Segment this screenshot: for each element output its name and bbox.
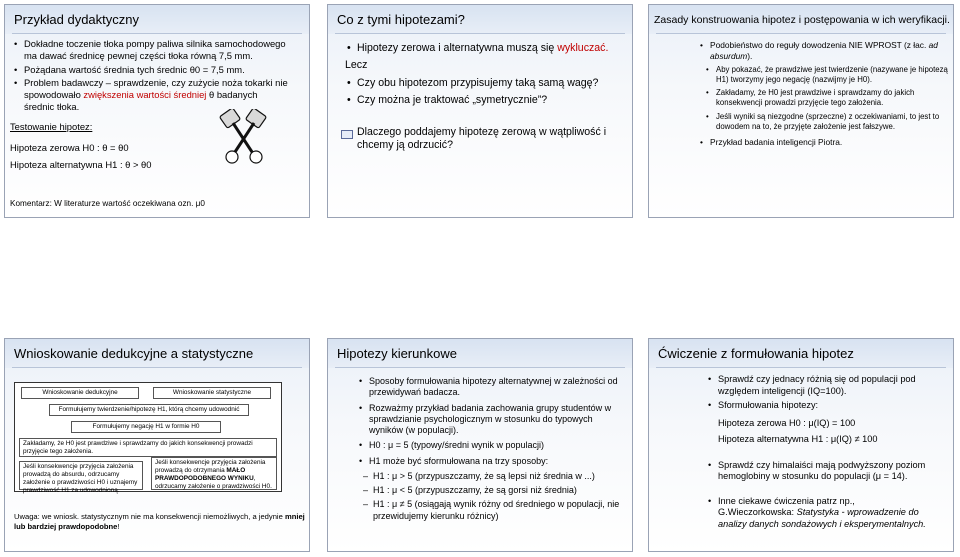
comparison-table <box>14 382 282 492</box>
bullet-pozadana-wartosc: • Pożądana wartość średnia tych średnic θ0 = 7,5 mm. <box>10 64 290 76</box>
cell-text: , odrzucamy założenie o prawdziwości H0. <box>155 475 272 490</box>
slide-title: Hipotezy kierunkowe <box>337 346 457 361</box>
book-title: Statystyka - wprowadzenie do analizy danych sondażowych i eksperymentalnych. <box>718 507 926 529</box>
bullet-waga: • Czy obu hipotezom przypisujemy taką samą wagę? <box>343 77 627 90</box>
slide-wnioskowanie <box>4 338 310 552</box>
bullet-problem-badawczy <box>10 77 290 112</box>
bullet-wykluczac <box>343 42 627 55</box>
bullet-text: Problem badawczy – sprawdzenie, czy zużycie noża tokarki nie spowodowało <box>24 77 288 100</box>
bullet-symetrycznie: • Czy można je traktować „symetrycznie”? <box>343 94 627 107</box>
bullet-rozwazmy: • Rozważmy przykład badania zachowania grupy studentów w sprawdzianie psychologicznym w stosunku do typowych wyników (w populacji). <box>355 403 627 437</box>
bullet-sposoby: • Sposoby formułowania hipotezy alternatywnej w zależności od przewidywań badacza. <box>355 376 627 399</box>
slide-title: Przykład dydaktyczny <box>14 12 139 27</box>
slide-title: Ćwiczenie z formułowania hipotez <box>658 346 854 361</box>
uwaga-note <box>14 512 310 532</box>
pistons-clipart-icon <box>218 109 270 167</box>
highlighted-text: zwiększenia wartości średniej <box>83 89 207 100</box>
bullet-text: θ badanych średnic tłoka. <box>24 89 258 112</box>
slide-przyklad-dydaktyczny <box>4 4 310 218</box>
comment-text: Komentarz: W literaturze wartość oczekiwana ozn. μ0 <box>10 199 205 208</box>
bullet-text: ). <box>747 50 753 61</box>
slide-content <box>4 374 310 552</box>
note-text: ! <box>117 521 120 531</box>
author-text: G.Wieczorkowska: <box>718 507 797 517</box>
sub-bullet-mniejszy: – H1 : μ < 5 (przypuszczamy, że są gorsi niż średnia) <box>359 485 627 496</box>
slide-title: Co z tymi hipotezami? <box>337 12 465 27</box>
table-cell-dedukcyjne-wniosek: Jeśli konsekwencje przyjęcia założenia prowadzą do absurdu, odrzucamy założenie o prawdziwości H0 i uznajemy prawdziwość H1 za udowodnioną. <box>19 461 143 490</box>
bold-text: MAŁO PRAWDOPODOBNEGO WYNIKU <box>155 467 254 482</box>
sub-bullet-wiekszy: – H1 : μ > 5 (przypuszczamy, że są lepsi niż średnia w ...) <box>359 471 627 482</box>
action-button-icon[interactable] <box>341 130 353 139</box>
bullet-h0: • H0 : μ = 5 (typowy/średni wynik w populacji) <box>355 440 627 451</box>
null-hypothesis: Hipoteza zerowa H0 : μ(IQ) = 100 <box>718 417 856 428</box>
alternative-hypothesis: Hipoteza alternatywna H1 : θ > θ0 <box>10 158 152 170</box>
bullet-nie-wprost <box>696 40 948 61</box>
bullet-text: Inne ciekawe ćwiczenia patrz np., <box>718 495 855 506</box>
italic-text: ad absurdum <box>710 40 938 61</box>
bullet-h1-trzy-sposoby: • H1 może być sformułowana na trzy sposoby: <box>355 456 627 467</box>
sub-bullet-rozny: – H1 : μ ≠ 5 (osiągają wynik różny od średniego w populacji, nie przewidujemy kierunku różnicy) <box>359 499 627 522</box>
table-header-statystyczne: Wnioskowanie statystyczne <box>153 387 271 399</box>
table-header-dedukcyjne: Wnioskowanie dedukcyjne <box>21 387 139 399</box>
alternative-hypothesis: Hipoteza alternatywna H1 : μ(IQ) ≠ 100 <box>718 433 878 444</box>
slide-title: Zasady konstruowania hipotez i postępowania w ich weryfikacji. <box>654 14 950 26</box>
slide-cwiczenie <box>648 338 954 552</box>
highlighted-text: wykluczać. <box>557 42 609 54</box>
bullet-inne-cwiczenia <box>704 496 948 531</box>
slide-content <box>327 42 633 218</box>
bullet-sformulowania: • Sformułowania hipotezy: <box>704 400 948 412</box>
bullet-text: Hipotezy zerowa i alternatywna muszą się <box>357 42 558 54</box>
table-row-negacja: Formułujemy negację H1 w formie H0 <box>71 421 221 433</box>
table-row-formulujemy: Formułujemy twierdzenie/hipotezę H1, którą chcemy udowodnić <box>49 404 249 416</box>
slide-title: Wnioskowanie dedukcyjne a statystyczne <box>14 346 254 361</box>
bullet-toczenie: • Dokładne toczenie tłoka pompy paliwa silnika samochodowego ma dawać średnicę pewnej części tłoka równą 7,5 mm. <box>10 38 290 62</box>
note-text: Uwaga: we wniosk. statystycznym nie ma konsekwencji niemożliwych, a jedynie <box>14 512 285 521</box>
slide-content <box>327 376 633 552</box>
table-cell-statystyczne-wniosek <box>151 457 277 490</box>
bullet-dlaczego: • Dlaczego poddajemy hipotezę zerową w wątpliwość i chcemy ją odrzucić? <box>343 126 627 152</box>
bold-text: mniej lub bardziej prawdopodobne <box>14 512 305 531</box>
bullet-text: Podobieństwo do reguły dowodzenia NIE WPROST (z łac. <box>710 40 929 50</box>
sub-bullet-zakladamy: • Zakładamy, że H0 jest prawdziwe i sprawdzamy do jakich konsekwencji prowadzi przyjęcie tego założenia. <box>702 88 948 107</box>
null-hypothesis: Hipoteza zerowa H0 : θ = θ0 <box>10 141 129 153</box>
slide-content <box>648 40 954 218</box>
slide-co-z-tymi-hipotezami <box>327 4 633 218</box>
slide-hipotezy-kierunkowe <box>327 338 633 552</box>
slide-zasady-konstruowania <box>648 4 954 218</box>
bullet-jednacy: • Sprawdź czy jednacy różnią się od populacji pod względem inteligencji (IQ=100). <box>704 374 948 397</box>
bullet-himalaisci: • Sprawdź czy himalaiści mają podwyższony poziom hemoglobiny w stosunku do populacji (μ = 14). <box>704 460 948 483</box>
testowanie-heading: Testowanie hipotez: <box>10 120 93 132</box>
table-row-zakladamy: Zakładamy, że H0 jest prawdziwe i sprawdzamy do jakich konsekwencji prowadzi przyjęcie tego założenia. <box>19 438 277 457</box>
lecz-text: Lecz <box>345 59 368 72</box>
bullet-przyklad-piotra: • Przykład badania inteligencji Piotra. <box>696 137 948 148</box>
sub-bullet-jesli-wyniki: • Jeśli wyniki są niezgodne (sprzeczne) z oczekiwaniami, to jest to dowodem na to, że przyjęte założenie jest fałszywe. <box>702 112 948 131</box>
sub-bullet-aby-pokazac: • Aby pokazać, że prawdziwe jest twierdzenie (nazywane je hipotezą H1) tworzymy jego negację (nazwijmy je H0). <box>702 65 948 84</box>
slide-content <box>648 374 954 552</box>
cell-text: Jeśli konsekwencje przyjęcia założenia prowadzą do otrzymania <box>155 459 266 474</box>
